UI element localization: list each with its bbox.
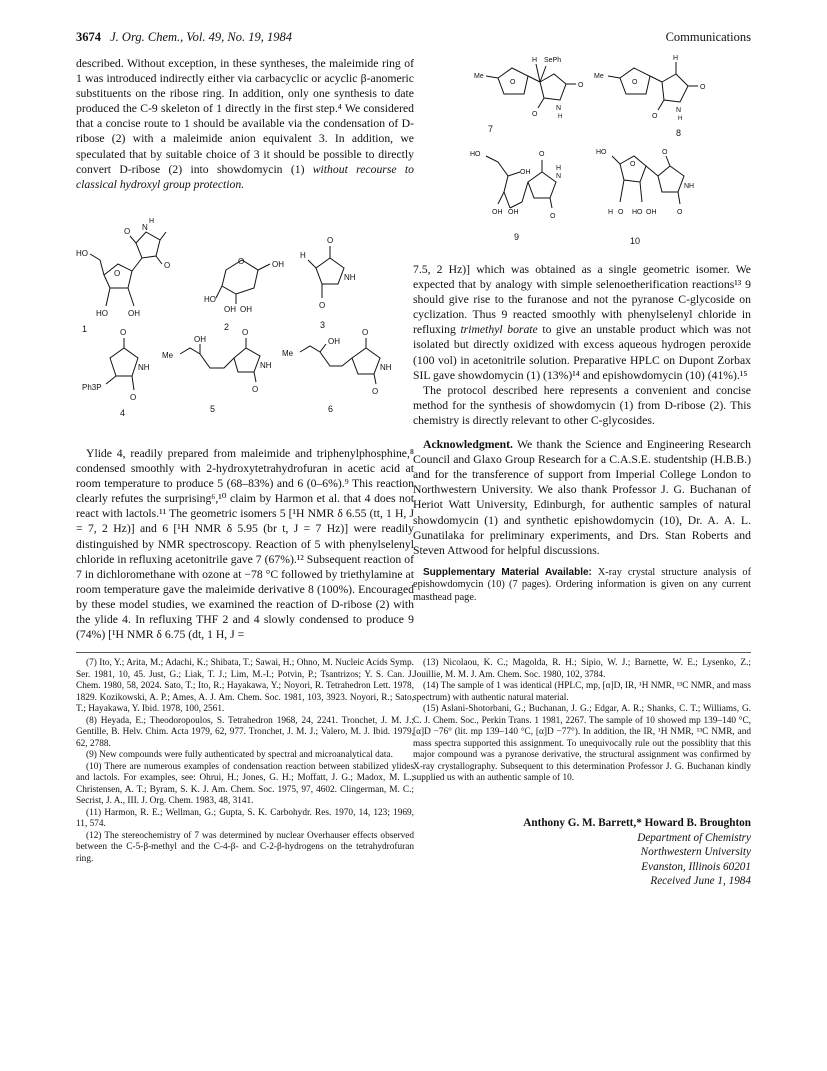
svg-text:OH: OH	[508, 209, 519, 216]
acknowledgment-paragraph: Acknowledgment. We thank the Science and Engineering Research Council and Glaxo Group Research for a C.A.S.E. studentship (H.B.B.) and for the transference of support from Imperial College London to Northwestern University. We also thank Professor J. G. Buchanan of Heriot Watt University, Edinburgh, for authentic samples of natural showdomycin (1) and synthetic epishowdomycin (10), Dr. A. A. L. Gunatilaka for preliminary experiments, and Drs. Stan Roberts and Steven Attwood for helpful discussions.	[413, 438, 751, 557]
university: Northwestern University	[640, 846, 751, 858]
structure-showdomycin	[76, 218, 170, 334]
svg-text:OH: OH	[328, 337, 340, 346]
structure-ylide	[82, 328, 150, 418]
page-number: 3674	[76, 30, 101, 44]
continuation-paragraph: 7.5, 2 Hz)] which was obtained as a single geometric isomer. We expected that by analogy with simple selenoetherification reactions¹³ 9 should give rise to the furanose and not the pyranose C-glycoside on cyclization. Thus 9 reacted smoothly with phenylselenyl chloride in refluxing trimethyl borate to give an unstable product which was not isolated but directly oxidized with excess aqueous hydrogen peroxide (100 vol) in acetonitrile solution. Preparative HPLC on Dupont Zorbax SIL gave showdomycin (1) (13%)¹⁴ and epishowdomycin (10) (41%).¹⁵	[413, 263, 751, 382]
footnote-13: (13) Nicolaou, K. C.; Magolda, R. H.; Sipio, W. J.; Barnette, W. E.; Lysenko, Z.; Jouillie, M. M. J. Am. Chem. Soc. 1980, 102, 3784.	[413, 658, 751, 680]
svg-text:Me: Me	[282, 349, 294, 358]
svg-text:Me: Me	[594, 73, 604, 80]
svg-text:OH: OH	[194, 335, 206, 344]
svg-text:N: N	[142, 223, 148, 232]
author-signature	[443, 816, 751, 889]
left-column-body	[76, 446, 414, 642]
author-names: Anthony G. M. Barrett,* Howard B. Broughton	[523, 817, 751, 829]
left-column-intro	[76, 56, 414, 192]
svg-text:O: O	[327, 236, 334, 245]
received-date: Received June 1, 1984	[650, 875, 751, 887]
svg-text:O: O	[630, 161, 636, 168]
svg-text:NH: NH	[138, 363, 150, 372]
svg-text:O: O	[618, 209, 624, 216]
svg-text:O: O	[539, 151, 545, 158]
structure-alkylidene-9	[470, 151, 561, 242]
svg-text:O: O	[114, 269, 121, 278]
footnote-10: (10) There are numerous examples of condensation reaction between stabilized ylides and lactols. For examples, see: Ohrui, H.; Jones, G. H.; Moffatt, J. G.; Madox, M. L.; Christensen, A. T.; Byram, S. K. J. Am. Chem. Soc. 1975, 97, 4602. Clingerman, M. C.; Secrist, J. A., III. J. Org. Chem. 1983, 48, 3141.	[76, 761, 414, 806]
svg-text:O: O	[700, 84, 706, 91]
svg-text:O: O	[319, 301, 326, 310]
footnote-9: (9) New compounds were fully authenticated by spectral and microanalytical data.	[86, 750, 393, 760]
compound-label-5: 5	[210, 404, 216, 414]
svg-text:O: O	[164, 261, 171, 270]
svg-text:H: H	[149, 218, 155, 225]
compound-label-3: 3	[320, 320, 326, 330]
svg-text:O: O	[252, 385, 259, 394]
compound-label-1: 1	[82, 324, 88, 334]
right-column-body	[413, 262, 751, 604]
footnote-7: (7) Ito, Y.; Arita, M.; Adachi, K.; Shibata, T.; Sawai, H.; Ohno, M. Nucleic Acids Symp. Ser. 1981, 10, 45. Just, G.; Liak, T. J.; Lim, M.-I.; Potvin, P.; Tsantrizos; Y. S. Can. J. Chem. 1980, 58, 2024. Sato, T.; Ito, R.; Hayakawa, Y.; Noyori, R. Tetrahedron Lett. 1978, 1829. Kozikowski, A. P.; Ames, A. J. Am. Chem. Soc. 1981, 103, 3923. Noyori, R.; Sato, T.; Hayakawa, Y. Ibid. 1978, 100, 2561.	[76, 658, 414, 714]
structure-alkylidene-6	[282, 328, 392, 414]
compound-label-9: 9	[514, 232, 520, 242]
intro-paragraph: described. Without exception, in these syntheses, the maleimide ring of 1 was introduced indirectly either via carbacyclic or acyclic β-anomeric substituents on the ribose ring. In addition, only one synthesis to date produced the C-9 skeleton of 1 directly in the first step.⁴ We considered that a concise route to 1 should be available via the condensation of D-ribose (2) with a maleimide anion equivalent 3. In addition, we speculated that by suitable choice of 3 it should be possible to directly convert D-ribose (2) into showdomycin (1) without recourse to classical hydroxyl group protection.	[76, 57, 414, 191]
compound-label-4: 4	[120, 408, 126, 418]
svg-text:OH: OH	[520, 169, 531, 176]
structure-selenide-7	[474, 57, 584, 134]
footnote-11: (11) Harmon, R. E.; Wellman, G.; Gupta, S. K. Carbohydr. Res. 1970, 14, 123; 1969, 11, 574.	[76, 807, 414, 829]
running-header	[76, 30, 751, 46]
svg-text:N: N	[556, 173, 562, 180]
svg-text:O: O	[242, 328, 249, 337]
svg-text:O: O	[632, 79, 638, 86]
svg-text:HO: HO	[96, 309, 108, 318]
supplementary-paragraph: Supplementary Material Available: X-ray crystal structure analysis of epishowdomycin (10) (7 pages). Ordering information is given on any current masthead page.	[413, 566, 751, 603]
svg-text:O: O	[124, 227, 131, 236]
svg-text:NH: NH	[684, 183, 695, 190]
protocol-paragraph: The protocol described here represents a convenient and concise method for the synthesis of showdomycin (1) from D-ribose (2). This chemistry is directly relevant to other C-glycosides.	[413, 383, 751, 427]
footnotes-right	[413, 658, 751, 785]
svg-text:N: N	[556, 105, 562, 112]
structure-scheme-7-10	[470, 52, 730, 252]
svg-text:SePh: SePh	[544, 57, 562, 64]
svg-text:O: O	[372, 387, 379, 396]
svg-text:O: O	[550, 213, 556, 220]
svg-text:OH: OH	[128, 309, 140, 318]
svg-text:O: O	[532, 111, 538, 118]
footnote-15: (15) Aslani-Shotorbani, G.; Buchanan, J. G.; Edgar, A. R.; Shanks, C. T.; Williams, G. C. J. Chem. Soc., Perkin Trans. 1 1981, 2267. The sample of 10 showed mp 139–140 °C, [α]D −76° (lit. mp 139–140 °C, [α]D −77°). In addition, the IR, ¹H NMR, ¹³C NMR, and mass spectra supported this assignment. To unequivocally rule out the possiblity that this major compound was a pyranose derivative, the structural assignment was confirmed by X-ray crystallography. Subsequent to this determination Professor J. G. Buchanan kindly supplied us with an authentic sample of 10.	[413, 704, 751, 783]
svg-text:NH: NH	[344, 273, 356, 282]
svg-text:H: H	[532, 57, 538, 64]
footnote-8: (8) Heyada, E.; Theodoropoulos, S. Tetrahedron 1968, 24, 2241. Tronchet, J. M. J.; Gentille, B. Helv. Chim. Acta 1979, 62, 977. Tronchet, J. M. J.; Valero, M. J. Ibid. 1979, 62, 2788.	[76, 715, 414, 749]
structure-maleimide-8	[594, 55, 706, 138]
svg-text:H: H	[678, 116, 683, 122]
footnote-rule-right	[413, 652, 751, 653]
footnotes-left	[76, 658, 414, 865]
svg-text:NH: NH	[380, 363, 392, 372]
svg-text:O: O	[510, 79, 516, 86]
svg-text:H: H	[673, 55, 679, 62]
department: Department of Chemistry	[637, 831, 751, 844]
svg-text:OH: OH	[646, 209, 657, 216]
structure-maleimide-anion	[300, 236, 356, 330]
compound-label-7: 7	[488, 124, 494, 134]
svg-text:OH: OH	[492, 209, 503, 216]
svg-text:OH: OH	[224, 305, 236, 314]
svg-text:O: O	[578, 82, 584, 89]
svg-text:O: O	[120, 328, 127, 337]
svg-text:H: H	[608, 209, 614, 216]
svg-text:NH: NH	[260, 361, 272, 370]
footnote-12: (12) The stereochemistry of 7 was determined by nuclear Overhauser effects observed between the C-5-β-methyl and the C-4-β- and C-2-β-hydrogens on the tetrahydrofuran ring.	[76, 830, 414, 864]
svg-text:OH: OH	[240, 305, 252, 314]
svg-text:Me: Me	[162, 351, 174, 360]
footnote-14: (14) The sample of 1 was identical (HPLC, mp, [α]D, IR, ¹H NMR, ¹³C NMR, and mass spectrum) with authentic natural material.	[413, 681, 751, 703]
structure-alkylidene-5	[162, 328, 272, 414]
svg-text:HO: HO	[632, 209, 643, 216]
footnote-rule-left	[76, 652, 414, 653]
svg-text:HO: HO	[596, 149, 607, 156]
structure-d-ribose	[204, 257, 284, 332]
structure-epishowdomycin	[596, 149, 694, 246]
structure-scheme-1-6	[76, 218, 414, 418]
journal-citation: J. Org. Chem., Vol. 49, No. 19, 1984	[110, 30, 292, 44]
svg-text:H: H	[300, 251, 306, 260]
svg-text:HO: HO	[204, 295, 216, 304]
section-name: Communications	[665, 30, 751, 44]
svg-text:O: O	[362, 328, 369, 337]
compound-label-2: 2	[224, 322, 230, 332]
svg-text:N: N	[676, 107, 682, 114]
svg-text:OH: OH	[272, 260, 284, 269]
compound-label-10: 10	[630, 236, 641, 246]
ylide-paragraph: Ylide 4, readily prepared from maleimide and triphenylphosphine,⁸ condensed smoothly with 2-hydroxytetrahydrofuran in acetic acid at room temperature to produce 5 (68–83%) and 6 (0–6%).⁹ This reaction clearly refutes the surprising⁶,¹⁰ claim by Harmon et al. that 4 does not react with lactols.¹¹ The geometric isomers 5 [¹H NMR δ 6.55 (tt, 1 H, J = 7, 2 Hz)] and 6 [¹H NMR δ 5.95 (br t, J = 7 Hz)] were readily distinguished by NMR spectroscopy. Reaction of 5 with phenylselenyl chloride in refluxing acetonitrile gave 7 (67%).¹² Subsequent reaction of 7 in dichloromethane with ozone at −78 °C followed by triethylamine at room temperature gave the maleimide derivative 8 (100%). Encouraged by these model studies, we examined the reaction of D-ribose (2) with the ylide 4. In refluxing THF 2 and 4 slowly condensed to produce 9 (74%) [¹H NMR δ 6.75 (dt, 1 H, J =	[76, 447, 414, 642]
svg-text:H: H	[558, 114, 563, 120]
label-ho: HO	[76, 249, 88, 258]
compound-label-8: 8	[676, 128, 682, 138]
svg-text:HO: HO	[470, 151, 481, 158]
svg-text:O: O	[677, 209, 683, 216]
compound-label-6: 6	[328, 404, 334, 414]
svg-text:O: O	[238, 257, 245, 266]
city: Evanston, Illinois 60201	[641, 860, 751, 873]
svg-text:Me: Me	[474, 73, 484, 80]
svg-text:O: O	[130, 393, 137, 402]
acknowledgment-heading: Acknowledgment.	[423, 438, 513, 452]
svg-text:H: H	[556, 165, 562, 172]
supplementary-heading: Supplementary Material Available:	[423, 566, 592, 578]
svg-text:O: O	[662, 149, 668, 156]
svg-text:O: O	[652, 113, 658, 120]
svg-text:Ph3P: Ph3P	[82, 383, 102, 392]
